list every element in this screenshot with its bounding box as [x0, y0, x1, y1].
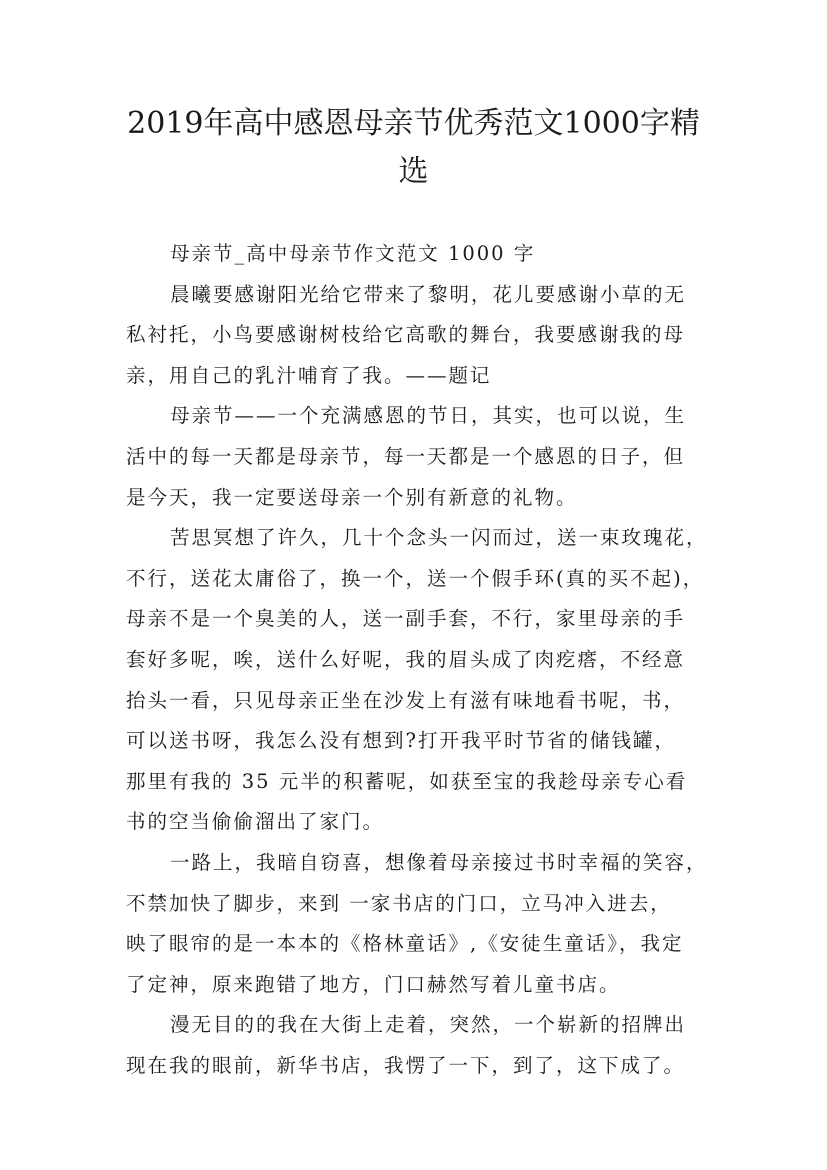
text-line: 是今天，我一定要送母亲一个别有新意的礼物。 — [126, 485, 578, 509]
text-line: 一路上，我暗自窃喜，想像着母亲接过书时幸福的笑容， — [170, 850, 708, 874]
title-line-1: 2019年高中感恩母亲节优秀范文1000字精 — [127, 106, 700, 141]
text-line: 母亲不是一个臭美的人，送一副手套，不行，家里母亲的手 — [126, 607, 686, 631]
text-line: 母亲节_高中母亲节作文范文 1000 字 — [170, 242, 536, 265]
text-line: 晨曦要感谢阳光给它带来了黎明，花儿要感谢小草的无 — [170, 282, 687, 306]
text-line: 私衬托，小鸟要感谢树枝给它高歌的舞台，我要感谢我的母 — [126, 323, 686, 347]
document-title — [100, 100, 727, 196]
text-line: 不行，送花太庸俗了，换一个，送一个假手环(真的买不起)， — [126, 566, 705, 590]
text-line: 书的空当偷偷溜出了家门。 — [126, 810, 385, 834]
document-body — [126, 234, 726, 1086]
text-line: 苦思冥想了许久，几十个念头一闪而过，送一束玫瑰花， — [170, 526, 708, 550]
text-line: 亲，用自己的乳汁哺育了我。——题记 — [126, 363, 492, 387]
text-line: 套好多呢，唉，送什么好呢，我的眉头成了肉疙瘩，不经意 — [126, 647, 686, 671]
text-line: 不禁加快了脚步，来到 一家书店的门口，立马冲入进去， — [126, 891, 672, 915]
text-line: 母亲节——一个充满感恩的节日，其实，也可以说，生 — [170, 404, 687, 428]
text-line: 可以送书呀，我怎么没有想到?打开我平时节省的储钱罐， — [126, 729, 676, 753]
text-line: 了定神，原来跑错了地方，门口赫然写着儿童书店。 — [126, 972, 621, 996]
text-line: 活中的每一天都是母亲节，每一天都是一个感恩的日子，但 — [126, 444, 686, 468]
text-line: 漫无目的的我在大街上走着，突然，一个崭新的招牌出 — [170, 1013, 687, 1037]
text-line: 现在我的眼前，新华书店，我愣了一下，到了，这下成了。 — [126, 1053, 686, 1077]
text-line: 映了眼帘的是一本本的《格林童话》,《安徒生童话》，我定 — [126, 932, 684, 956]
text-line: 抬头一看，只见母亲正坐在沙发上有滋有味地看书呢，书， — [126, 688, 686, 712]
text-line: 那里有我的 35 元半的积蓄呢，如获至宝的我趁母亲专心看 — [126, 769, 688, 793]
title-line-2: 选 — [398, 154, 429, 189]
